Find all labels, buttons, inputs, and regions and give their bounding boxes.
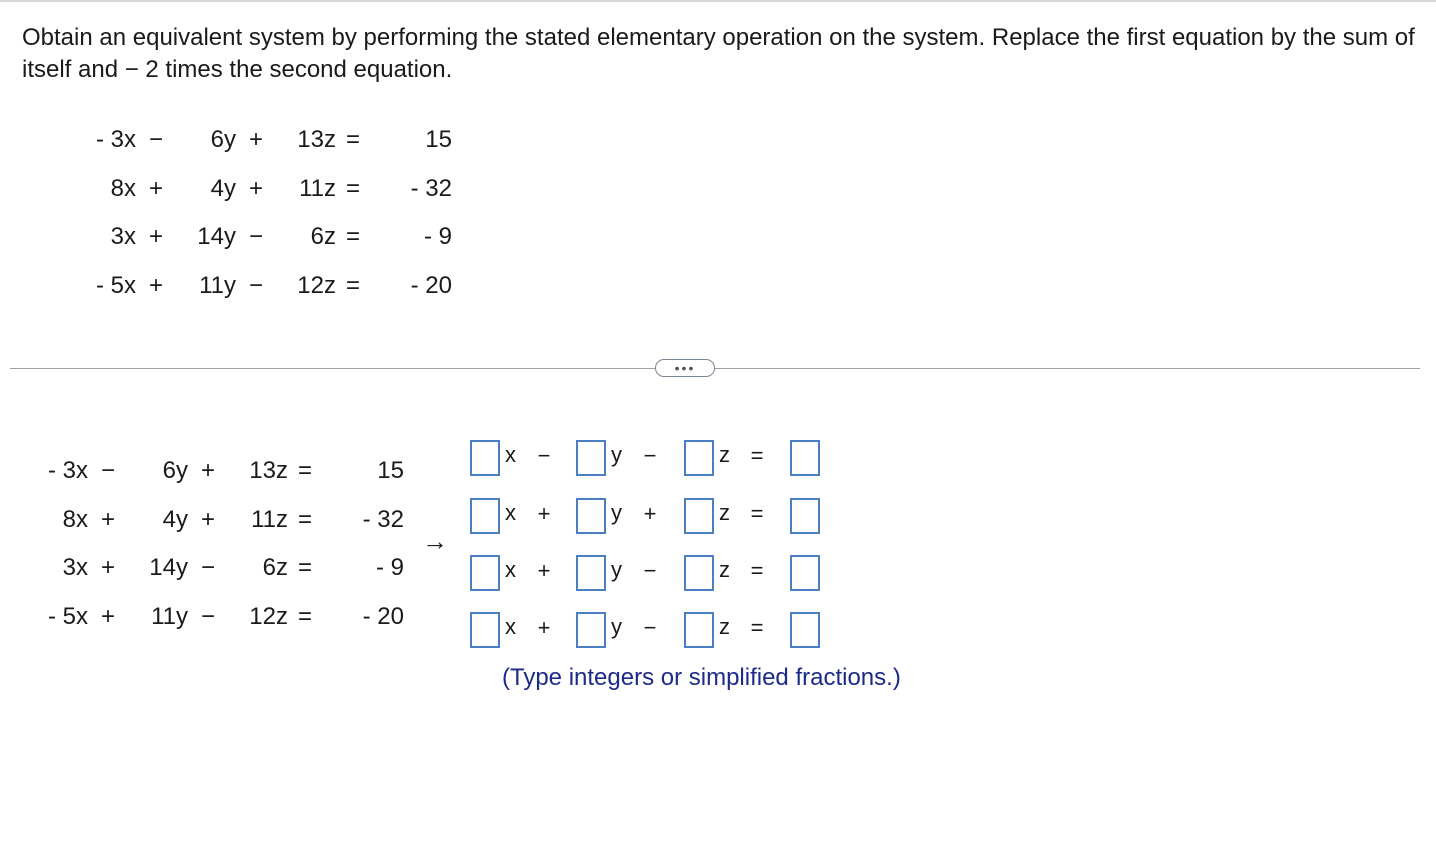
z-term: 11z <box>251 505 288 533</box>
z-term: 11z <box>299 174 336 202</box>
equals-sign: = <box>297 457 312 485</box>
operator: + <box>248 126 263 154</box>
equals-sign: = <box>750 615 764 640</box>
y-term: 4y <box>210 174 236 202</box>
variable-label: z <box>719 614 730 639</box>
variable-label: y <box>611 442 622 467</box>
y-term: 14y <box>149 554 188 582</box>
operator: − <box>643 615 657 640</box>
operator: + <box>537 615 551 640</box>
operator: − <box>148 126 163 154</box>
variable-label: x <box>505 557 516 582</box>
rhs-value: - 32 <box>362 505 404 533</box>
operator: − <box>100 457 115 485</box>
x-term: - 5x <box>47 602 88 630</box>
equals-sign: = <box>750 558 764 583</box>
y-coefficient-input[interactable] <box>576 498 606 534</box>
equals-sign: = <box>297 554 312 582</box>
y-term: 6y <box>210 126 236 154</box>
x-coefficient-input[interactable] <box>470 612 500 648</box>
answer-row-2 <box>470 498 830 538</box>
rhs-input[interactable] <box>790 555 820 591</box>
rhs-value: - 9 <box>375 554 404 582</box>
variable-label: z <box>719 557 730 582</box>
operator: + <box>148 174 163 202</box>
equation-row <box>80 116 452 165</box>
variable-label: x <box>505 500 516 525</box>
equals-sign: = <box>297 505 312 533</box>
more-button[interactable]: ••• <box>655 359 715 377</box>
right-arrow-icon: → <box>422 526 448 556</box>
z-coefficient-input[interactable] <box>684 440 714 476</box>
variable-label: z <box>719 442 730 467</box>
operator: + <box>148 271 163 299</box>
equals-sign: = <box>297 602 312 630</box>
rhs-value: 15 <box>377 457 404 485</box>
top-rule <box>0 0 1436 2</box>
y-term: 11y <box>151 602 188 630</box>
equation-row <box>32 447 404 496</box>
equation-row <box>32 593 404 642</box>
z-term: 6z <box>262 554 288 582</box>
operator: + <box>100 602 115 630</box>
x-coefficient-input[interactable] <box>470 440 500 476</box>
operator: − <box>537 443 551 468</box>
rhs-value: 15 <box>425 126 452 154</box>
z-coefficient-input[interactable] <box>684 498 714 534</box>
operator: + <box>100 554 115 582</box>
x-term: - 5x <box>95 271 136 299</box>
variable-label: x <box>505 614 516 639</box>
equation-row <box>80 165 452 214</box>
y-coefficient-input[interactable] <box>576 612 606 648</box>
variable-label: z <box>719 500 730 525</box>
restated-system <box>32 447 404 641</box>
variable-label: x <box>505 442 516 467</box>
operator: + <box>248 174 263 202</box>
rhs-input[interactable] <box>790 612 820 648</box>
answer-format-hint: (Type integers or simplified fractions.) <box>502 664 901 691</box>
z-term: 13z <box>297 126 336 154</box>
operator: − <box>248 223 263 251</box>
y-coefficient-input[interactable] <box>576 555 606 591</box>
z-term: 13z <box>249 457 288 485</box>
equals-sign: = <box>750 501 764 526</box>
equation-row <box>80 213 452 262</box>
x-term: 8x <box>110 174 136 202</box>
answer-row-1 <box>470 440 830 480</box>
equals-sign: = <box>345 223 360 251</box>
rhs-input[interactable] <box>790 440 820 476</box>
x-term: 3x <box>62 554 88 582</box>
operator: − <box>248 271 263 299</box>
x-term: 8x <box>62 505 88 533</box>
variable-label: y <box>611 614 622 639</box>
y-coefficient-input[interactable] <box>576 440 606 476</box>
z-term: 12z <box>297 271 336 299</box>
operator: + <box>200 505 215 533</box>
operator: + <box>643 501 657 526</box>
z-term: 6z <box>310 223 336 251</box>
operator: + <box>148 223 163 251</box>
equals-sign: = <box>345 126 360 154</box>
operator: + <box>200 457 215 485</box>
y-term: 14y <box>197 223 236 251</box>
equation-row <box>32 496 404 545</box>
y-term: 4y <box>162 505 188 533</box>
variable-label: y <box>611 557 622 582</box>
operator: + <box>537 558 551 583</box>
x-term: - 3x <box>47 457 88 485</box>
operator: − <box>643 443 657 468</box>
z-term: 12z <box>249 602 288 630</box>
equation-row <box>32 544 404 593</box>
variable-label: y <box>611 500 622 525</box>
answer-row-3 <box>470 555 830 595</box>
original-system <box>80 116 452 310</box>
z-coefficient-input[interactable] <box>684 612 714 648</box>
operator: − <box>200 554 215 582</box>
section-divider <box>10 368 1420 369</box>
equals-sign: = <box>345 174 360 202</box>
x-term: - 3x <box>95 126 136 154</box>
equals-sign: = <box>345 271 360 299</box>
rhs-value: - 20 <box>362 602 404 630</box>
y-term: 11y <box>199 271 236 299</box>
operator: − <box>643 558 657 583</box>
answer-row-4 <box>470 612 830 652</box>
rhs-value: - 32 <box>410 174 452 202</box>
operator: − <box>200 602 215 630</box>
rhs-value: - 9 <box>423 223 452 251</box>
x-coefficient-input[interactable] <box>470 498 500 534</box>
x-term: 3x <box>110 223 136 251</box>
x-coefficient-input[interactable] <box>470 555 500 591</box>
y-term: 6y <box>162 457 188 485</box>
rhs-input[interactable] <box>790 498 820 534</box>
question-text: Obtain an equivalent system by performing the stated elementary operation on the system. Replace the first equation by the sum of itself and − 2 times the second equation. <box>22 24 1415 83</box>
z-coefficient-input[interactable] <box>684 555 714 591</box>
rhs-value: - 20 <box>410 271 452 299</box>
equation-row <box>80 262 452 311</box>
operator: + <box>100 505 115 533</box>
operator: + <box>537 501 551 526</box>
equals-sign: = <box>750 443 764 468</box>
